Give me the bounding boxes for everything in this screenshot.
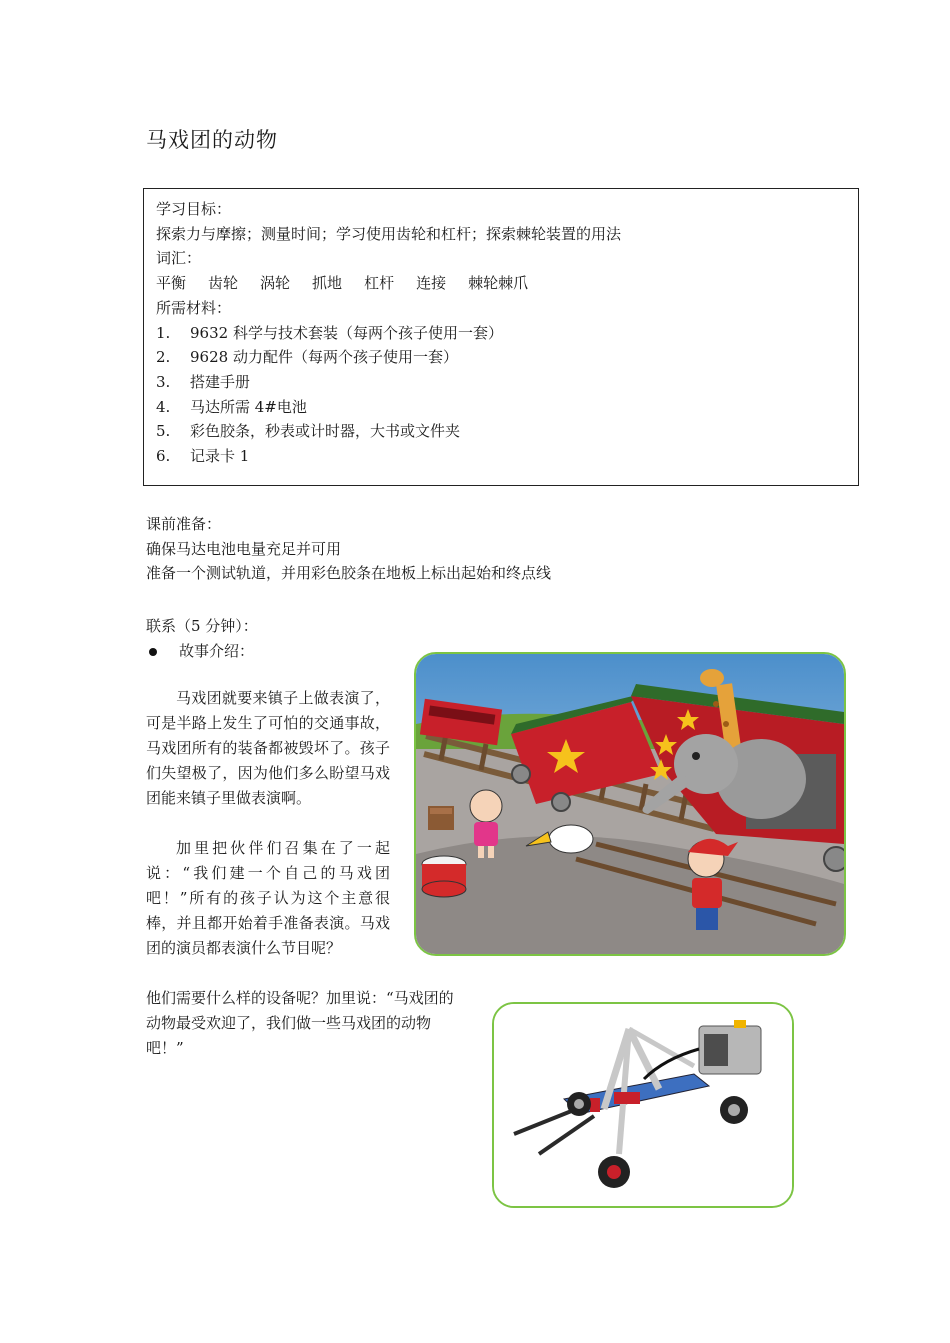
story-paragraph-continued: 他们需要什么样的设备呢？加里说：“马戏团的动物最受欢迎了，我们做一些马戏团的动物吧！” — [146, 989, 454, 1057]
material-text: 9628 动力配件（每两个孩子使用一套） — [190, 348, 458, 367]
material-item — [156, 444, 858, 469]
bullet-text: 故事介绍： — [179, 642, 255, 660]
vocab-word: 连接 — [416, 274, 447, 293]
material-number: 5. — [156, 422, 171, 441]
material-number: 3. — [156, 372, 171, 391]
material-number: 2. — [156, 348, 171, 367]
vocab-word: 抓地 — [312, 274, 343, 293]
material-item — [156, 321, 858, 346]
vocabulary-list — [156, 271, 858, 296]
preparation-heading: 课前准备： — [146, 515, 222, 533]
preparation-section — [146, 512, 551, 586]
bullet-dot-icon — [149, 648, 157, 656]
page-title: 马戏团的动物 — [146, 128, 278, 152]
objectives-text: 探索力与摩擦；测量时间；学习使用齿轮和杠杆；探索棘轮装置的用法 — [156, 224, 622, 243]
bullet-item — [146, 639, 258, 664]
connect-heading: 联系（5 分钟）： — [146, 617, 258, 635]
connect-section — [146, 614, 258, 664]
vocab-word: 涡轮 — [260, 274, 291, 293]
vocab-word: 齿轮 — [208, 274, 239, 293]
vocab-word: 平衡 — [156, 274, 187, 293]
material-text: 马达所需 4#电池 — [190, 397, 307, 416]
material-text: 搭建手册 — [190, 372, 251, 391]
preparation-line: 确保马达电池电量充足并可用 — [146, 539, 342, 558]
circus-accident-illustration — [414, 652, 846, 956]
material-text: 记录卡 1 — [190, 447, 250, 466]
material-text: 9632 科学与技术套装（每两个孩子使用一套） — [190, 323, 503, 342]
story-text — [146, 686, 390, 961]
vocab-word: 棘轮棘爪 — [468, 274, 529, 293]
material-number: 6. — [156, 447, 171, 466]
materials-heading: 所需材料： — [156, 298, 232, 317]
preparation-line: 准备一个测试轨道，并用彩色胶条在地板上标出起始和终点线 — [146, 564, 552, 582]
material-item — [156, 395, 858, 420]
material-number: 4. — [156, 397, 171, 416]
objectives-heading: 学习目标： — [156, 200, 232, 218]
material-item — [156, 370, 858, 395]
vocab-word: 杠杆 — [364, 274, 395, 293]
material-item — [156, 419, 858, 444]
story-paragraph: 马戏团就要来镇子上做表演了，可是半路上发生了可怕的交通事故，马戏团所有的装备都被毁坏了。孩子们失望极了，因为他们多么盼望马戏团能来镇子里做表演啊。 — [146, 689, 390, 807]
material-item — [156, 345, 858, 370]
material-text: 彩色胶条，秒表或计时器，大书或文件夹 — [190, 422, 461, 441]
story-paragraph: 加里把伙伴们召集在了一起说：“我们建一个自己的马戏团吧！”所有的孩子认为这个主意很棒，并且都开始着手准备表演。马戏团的演员都表演什么节目呢？ — [146, 839, 390, 957]
material-number: 1. — [156, 323, 171, 342]
lesson-info-box — [143, 188, 859, 486]
vocabulary-heading: 词汇： — [156, 249, 202, 268]
lego-model-illustration — [492, 1002, 794, 1208]
